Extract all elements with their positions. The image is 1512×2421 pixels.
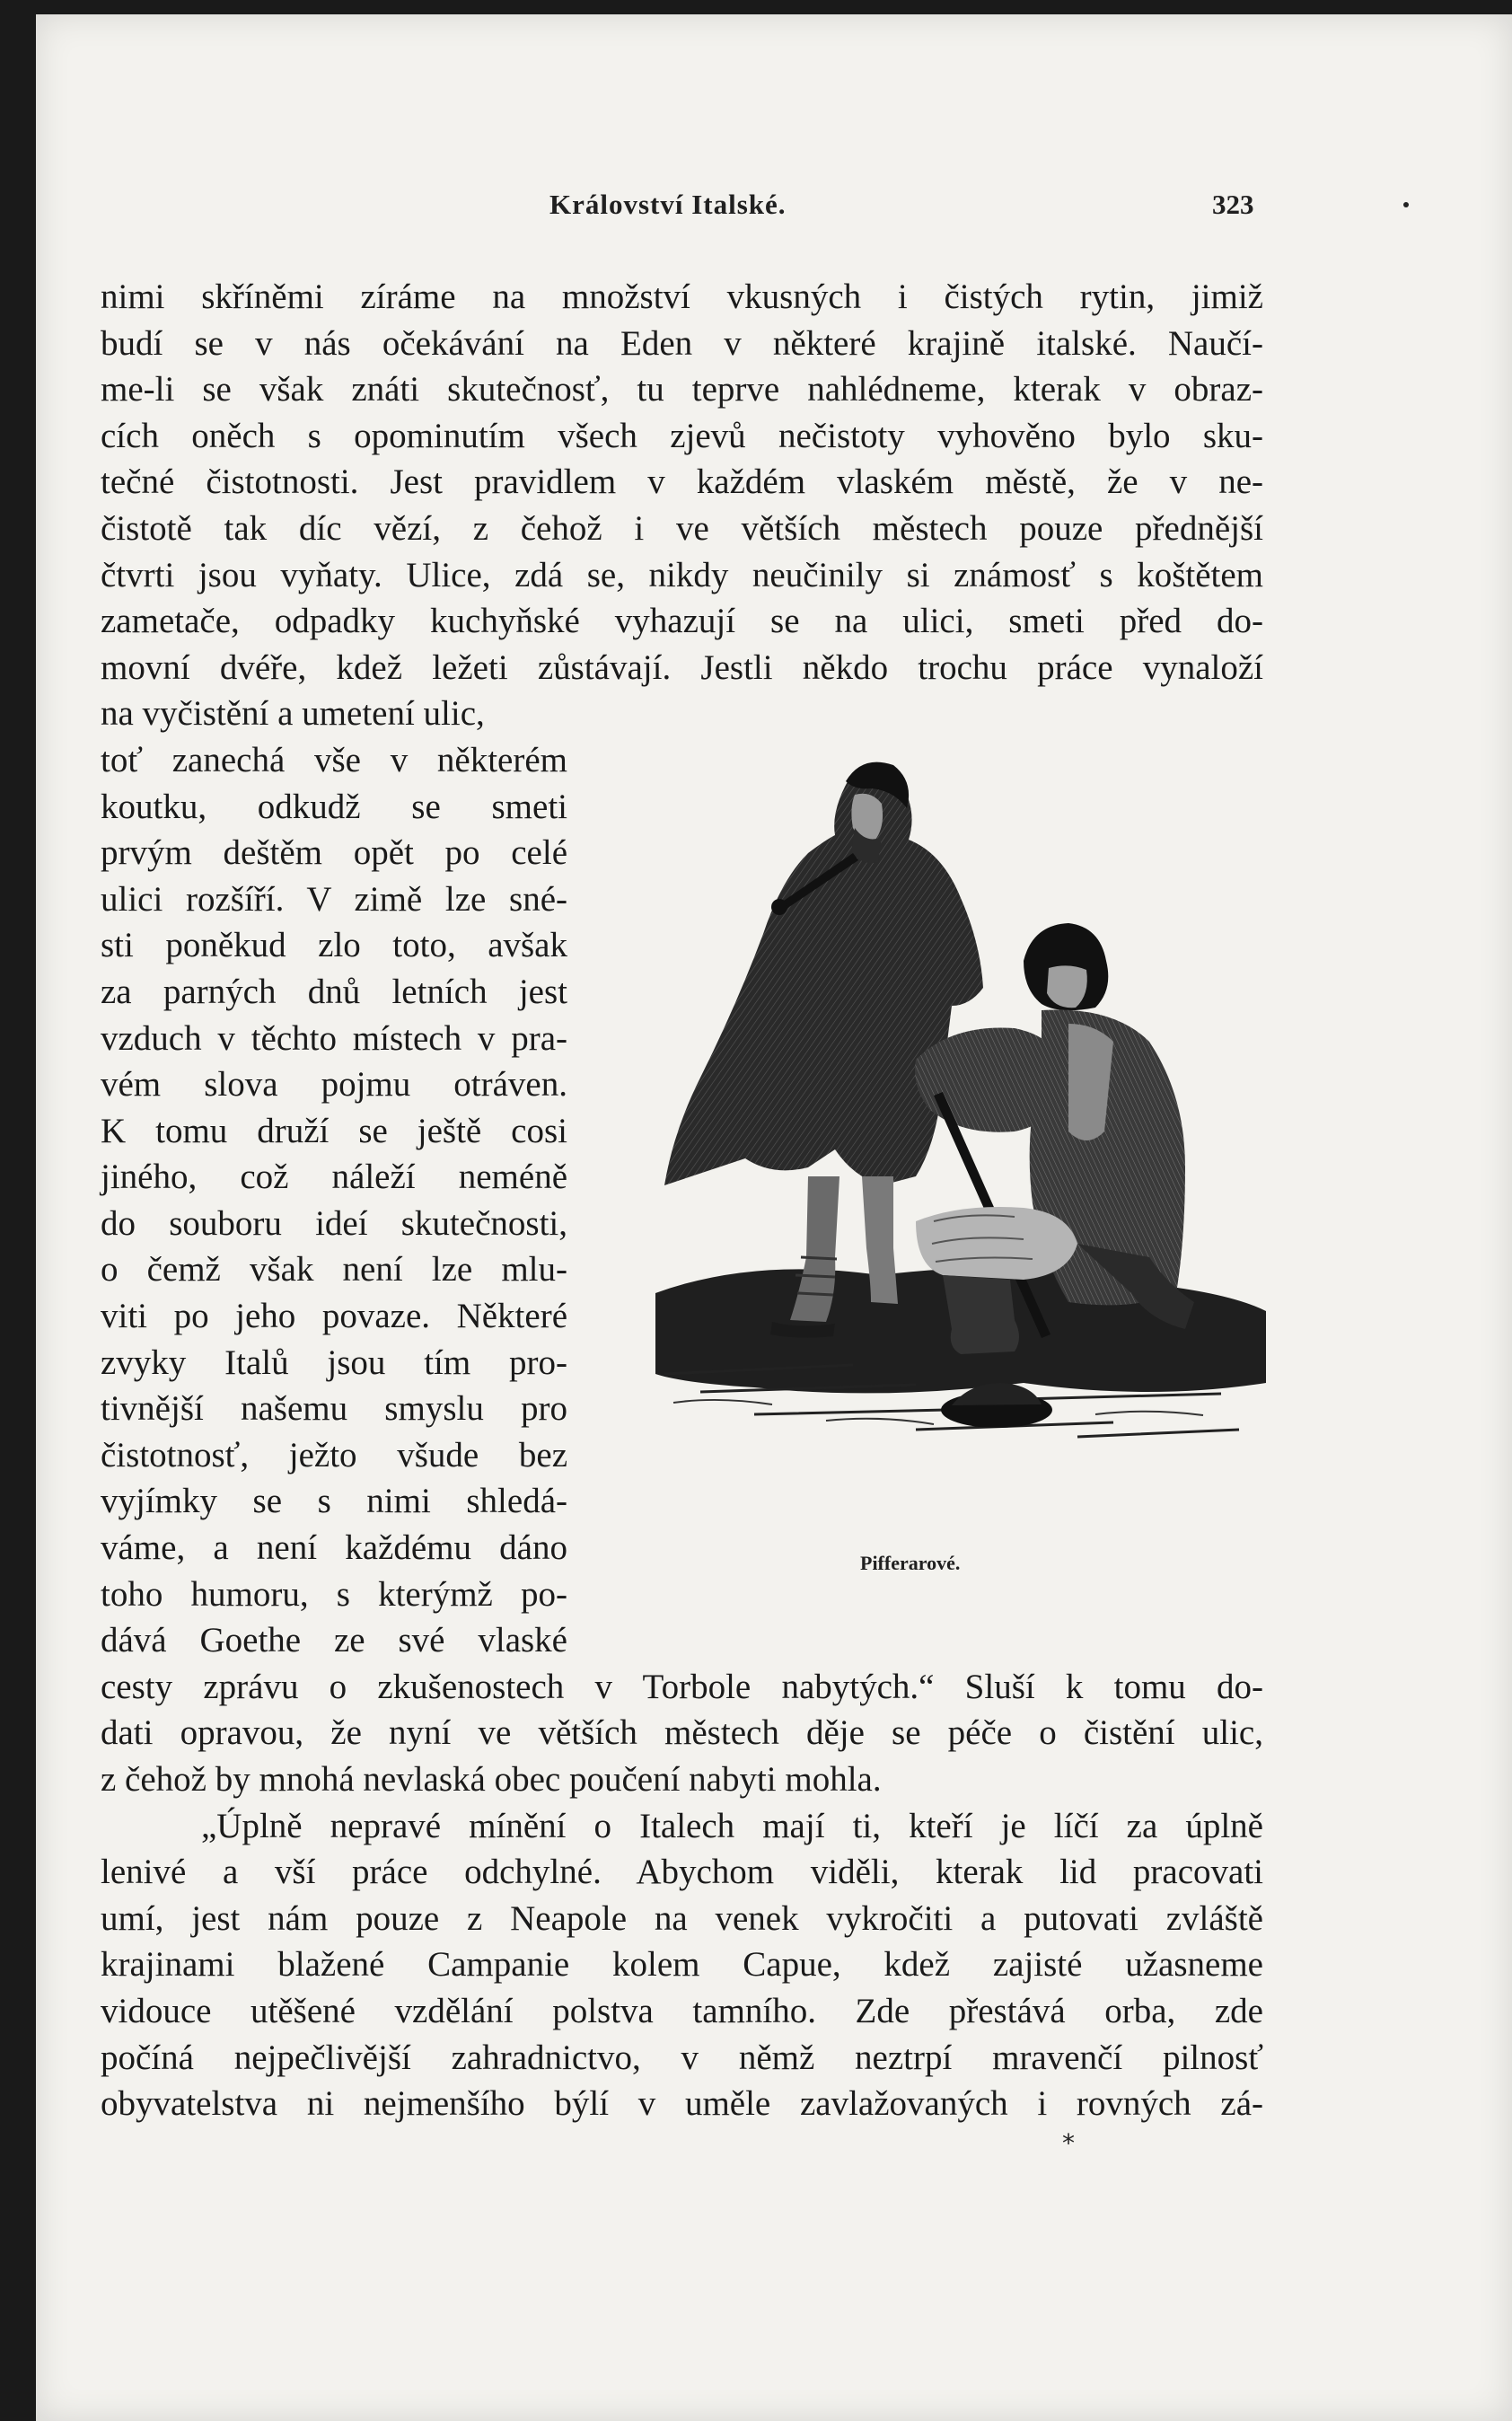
text-line: prvým deštěm opět po celé [101, 833, 567, 873]
text-line: sti poněkud zlo toto, avšak [101, 926, 567, 965]
text-line: za parných dnů letních jest [101, 972, 567, 1011]
chapter-title: Království Italské. [549, 189, 787, 220]
text-line: obyvatelstva ni nejmenšího býlí v uměle zavlažovaných i rovných zá- [101, 2084, 1263, 2124]
text-line: movní dvéře, kdež ležeti zůstávají. Jestli někdo trochu práce vynaloží [101, 647, 1263, 687]
running-header [0, 189, 1512, 224]
text-line: lenivé a vší práce odchylné. Abychom viděli, kterak lid pracovati [101, 1853, 1263, 1892]
text-line: vzduch v těchto místech v pra- [101, 1018, 567, 1058]
text-line: z čehož by mnohá nevlaská obec poučení nabyti mohla. [101, 1760, 882, 1799]
page-number: 323 [1212, 189, 1254, 220]
text-line: vyjímky se s nimi shledá- [101, 1482, 567, 1521]
text-line: zvyky Italů jsou tím pro- [101, 1343, 567, 1382]
pifferari-illustration [646, 754, 1266, 1500]
text-line: zametače, odpadky kuchyňské vyhazují se na ulici, smeti před do- [101, 602, 1263, 641]
text-line: cesty zprávu o zkušenostech v Torbole nabytých.“ Sluší k tomu do- [101, 1667, 1263, 1706]
text-line: dati opravou, že nyní ve větších městech děje se péče o čistění ulic, [101, 1713, 1263, 1753]
text-line: budí se v nás očekávání na Eden v některé krajině italské. Naučí- [101, 323, 1263, 363]
text-line: o čemž však není lze mlu- [101, 1250, 567, 1290]
text-line: ulici rozšíří. V zimě lze sné- [101, 879, 567, 919]
text-line: vidouce utěšené vzdělání polstva tamního. Zde přestává orba, zde [101, 1991, 1263, 2030]
text-line: me-li se však znáti skutečnosť, tu teprve nahlédneme, kterak v obraz- [101, 370, 1263, 409]
figure-caption: Pifferarové. [860, 1552, 961, 1574]
text-line: čtvrti jsou vyňaty. Ulice, zdá se, nikdy neučinily si známosť s koštětem [101, 555, 1263, 594]
text-line: „Úplně nepravé mínění o Italech mají ti, kteří je líčí za úplně [201, 1806, 1263, 1845]
text-line: čistotě tak díc vězí, z čehož i ve větších městech pouze přednější [101, 508, 1263, 548]
text-line: toho humoru, s kterýmž po- [101, 1574, 567, 1614]
text-line: toť zanechá vše v některém [101, 740, 567, 779]
text-line: počíná nejpečlivější zahradnictvo, v němž neztrpí mravenčí pilnosť [101, 2038, 1263, 2077]
signature-mark: * [1062, 2128, 1075, 2158]
text-line: viti po jeho povaze. Některé [101, 1297, 567, 1336]
text-line: tečné čistotnosti. Jest pravidlem v každém vlaském městě, že v ne- [101, 462, 1263, 502]
text-line: dává Goethe ze své vlaské [101, 1621, 567, 1660]
text-line: umí, jest nám pouze z Neapole na venek vykročiti a putovati zvláště [101, 1898, 1263, 1938]
text-line: na vyčistění a umetení ulic, [101, 694, 485, 734]
text-line: krajinami blažené Campanie kolem Capue, kdež zajisté užasneme [101, 1945, 1263, 1985]
text-line: koutku, odkudž se smeti [101, 787, 567, 826]
text-line: vém slova pojmu otráven. [101, 1065, 567, 1105]
text-line: čistotnosť, ježto všude bez [101, 1435, 567, 1475]
text-line: jiného, což náleží neméně [101, 1158, 567, 1197]
text-line: do souboru ideí skutečnosti, [101, 1203, 567, 1243]
text-line: nimi skříněmi zíráme na množství vkusných i čistých rytin, jimiž [101, 277, 1263, 316]
page-speck [1403, 202, 1409, 207]
text-line: tivnější našemu smyslu pro [101, 1389, 567, 1429]
text-line: cích oněch s opominutím všech zjevů nečistoty vyhověno bylo sku- [101, 416, 1263, 455]
text-line: K tomu druží se ještě cosi [101, 1111, 567, 1150]
text-line: váme, a není každému dáno [101, 1528, 567, 1568]
